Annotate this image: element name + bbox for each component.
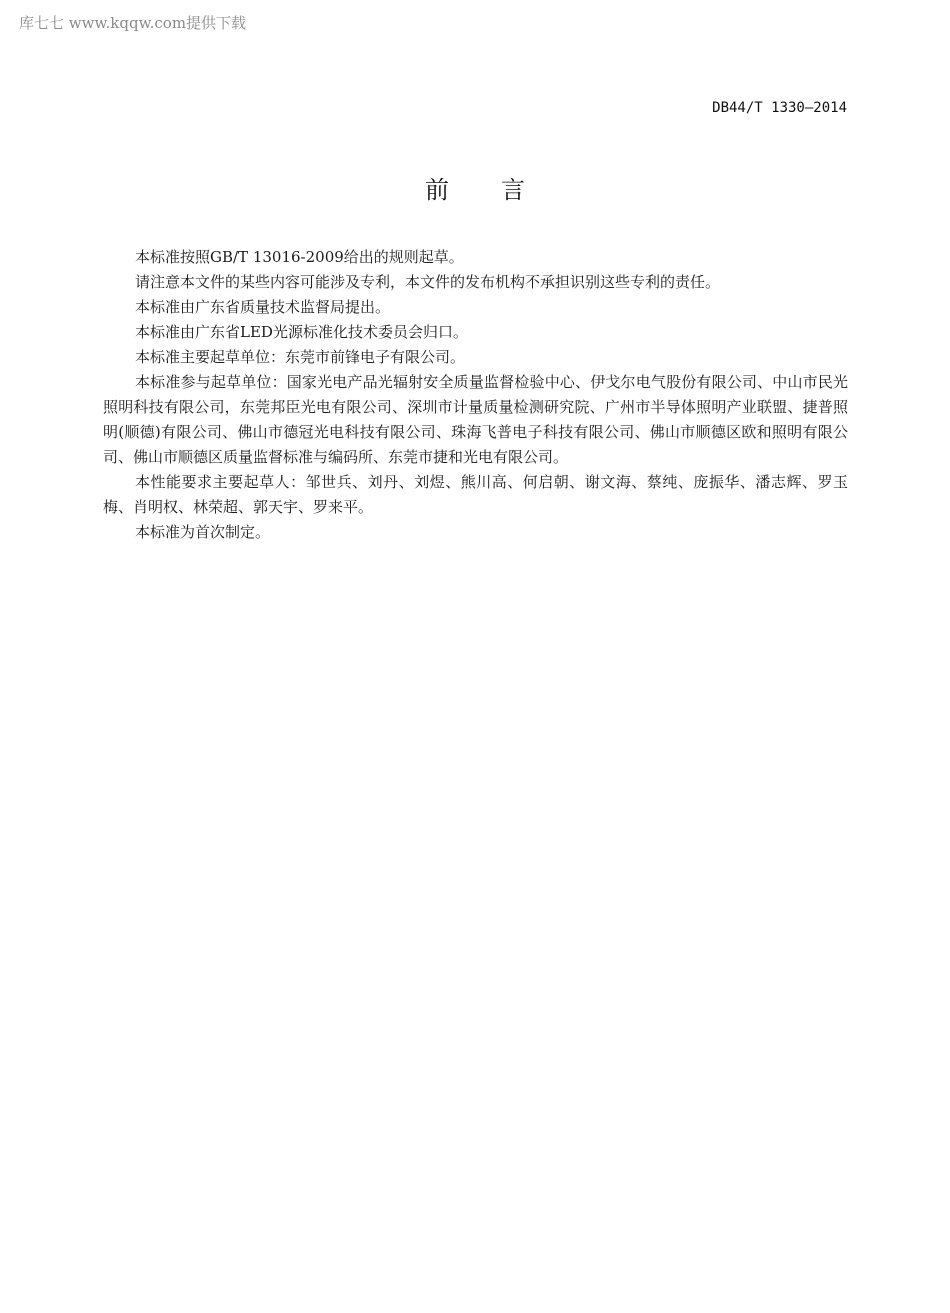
paragraph-main-drafting-persons: 本性能要求主要起草人：邹世兵、刘丹、刘煜、熊川高、何启朝、谢文海、蔡纯、庞振华、潘志辉、罗玉梅、肖明权、林荣超、郭天宇、罗来平。 <box>103 473 848 516</box>
paragraph-main-drafter: 本标准主要起草单位：东莞市前锋电子有限公司。 <box>135 348 466 366</box>
paragraph-proposer: 本标准由广东省质量技术监督局提出。 <box>135 298 391 316</box>
paragraph-first-edition: 本标准为首次制定。 <box>135 523 271 541</box>
page-title: 前言 <box>425 176 577 204</box>
standard-code: DB44/T 1330—2014 <box>712 100 847 116</box>
paragraph-drafting-rules: 本标准按照GB/T 13016-2009给出的规则起草。 <box>135 248 464 266</box>
foreword-body <box>103 245 848 545</box>
paragraph-patent-notice: 请注意本文件的某些内容可能涉及专利，本文件的发布机构不承担识别这些专利的责任。 <box>135 273 721 291</box>
paragraph-participating-drafters: 本标准参与起草单位：国家光电产品光辐射安全质量监督检验中心、伊戈尔电气股份有限公司、中山市民光照明科技有限公司，东莞邦臣光电有限公司、深圳市计量质量检测研究院、广州市半导体照明产业联盟、捷普照明(顺德)有限公司、佛山市德冠光电科技有限公司、珠海飞普电子科技有限公司、佛山市顺德区欧和照明有限公司、佛山市顺德区质量监督标准与编码所、东莞市捷和光电有限公司。 <box>103 373 848 466</box>
watermark-text: 库七七 www.kqqw.com提供下载 <box>19 14 247 32</box>
paragraph-administrator: 本标准由广东省LED光源标准化技术委员会归口。 <box>135 323 468 341</box>
